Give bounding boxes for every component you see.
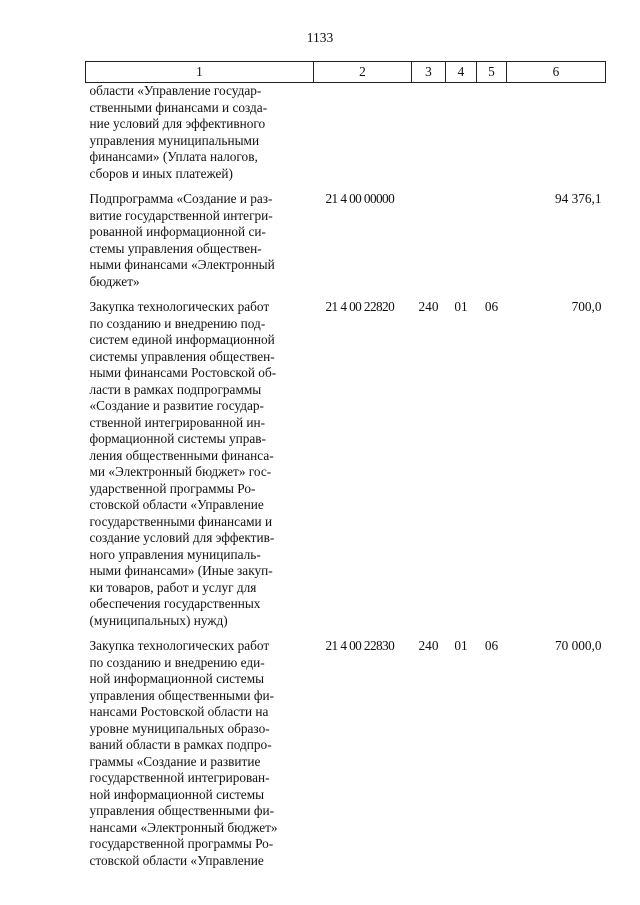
column-header: 3 bbox=[412, 62, 446, 83]
page-number: 1133 bbox=[306, 30, 334, 45]
table-row bbox=[86, 299, 606, 638]
row-col3: 240 bbox=[418, 638, 439, 653]
row-col4: 01 bbox=[454, 299, 468, 314]
row-description: области «Управление государ- ственными финансами и созда- ние условий для эффективного управления муниципальными финансами» (Уплата налогов, сборов и иных платежей) bbox=[89, 83, 268, 181]
column-header: 5 bbox=[477, 62, 507, 83]
column-header: 1 bbox=[86, 62, 314, 83]
row-col3 bbox=[412, 83, 446, 192]
row-col3 bbox=[412, 191, 446, 299]
table-row bbox=[86, 191, 606, 299]
budget-table bbox=[85, 61, 606, 869]
row-amount: 94 376,1 bbox=[554, 191, 602, 206]
column-header: 4 bbox=[446, 62, 477, 83]
row-description: Закупка технологических работ по созданию и внедрению под- систем единой информационной системы управления обществен- ными финансами Ростовской об- ласти в рамках подпрограммы «Создание и развитие государ- ственной интегрированной ин- формационной системы управ- ления общественными финанса- ми «Электронный бюджет» гос- ударственной программы Ро- стовской области «Управление государственными финансами и создание условий для эффектив- ного управления муниципаль- ными финансами» (Иные закуп- ки товаров, работ и услуг для обеспечения государственных (муниципальных) нужд) bbox=[89, 299, 277, 628]
row-col4 bbox=[446, 83, 477, 192]
table-row bbox=[86, 83, 606, 192]
column-header: 6 bbox=[507, 62, 606, 83]
row-col5: 06 bbox=[484, 638, 499, 653]
row-col3: 240 bbox=[418, 299, 439, 314]
row-amount: 70 000,0 bbox=[554, 638, 602, 653]
row-code: 21 4 00 22830 bbox=[325, 638, 395, 653]
row-col4 bbox=[446, 191, 477, 299]
row-description: Закупка технологических работ по созданию и внедрению еди- ной информационной системы управления общественными фи- нансами Ростовской области на уровне муниципальных образо- ваний области в рамках подпро- граммы «Создание и развитие государственной интегрирован- ной информационной системы управления общественными фи- нансами «Электронный бюджет» государственной программы Ро- стовской области «Управление bbox=[89, 638, 278, 868]
table-header-row bbox=[86, 62, 606, 83]
row-col5 bbox=[477, 83, 507, 192]
row-description: Подпрограмма «Создание и раз- витие государственной интегри- рованной информационной си- стемы управления обществен- ными финансами «Электронный бюджет» bbox=[89, 191, 275, 289]
row-col4: 01 bbox=[454, 638, 468, 653]
row-code: 21 4 00 22820 bbox=[325, 299, 395, 314]
table-row bbox=[86, 638, 606, 869]
row-col5: 06 bbox=[484, 299, 499, 314]
row-col5 bbox=[477, 191, 507, 299]
row-amount bbox=[507, 83, 606, 192]
row-code: 21 4 00 00000 bbox=[325, 191, 395, 206]
row-code bbox=[314, 83, 412, 192]
row-amount: 700,0 bbox=[571, 299, 602, 314]
column-header: 2 bbox=[314, 62, 412, 83]
